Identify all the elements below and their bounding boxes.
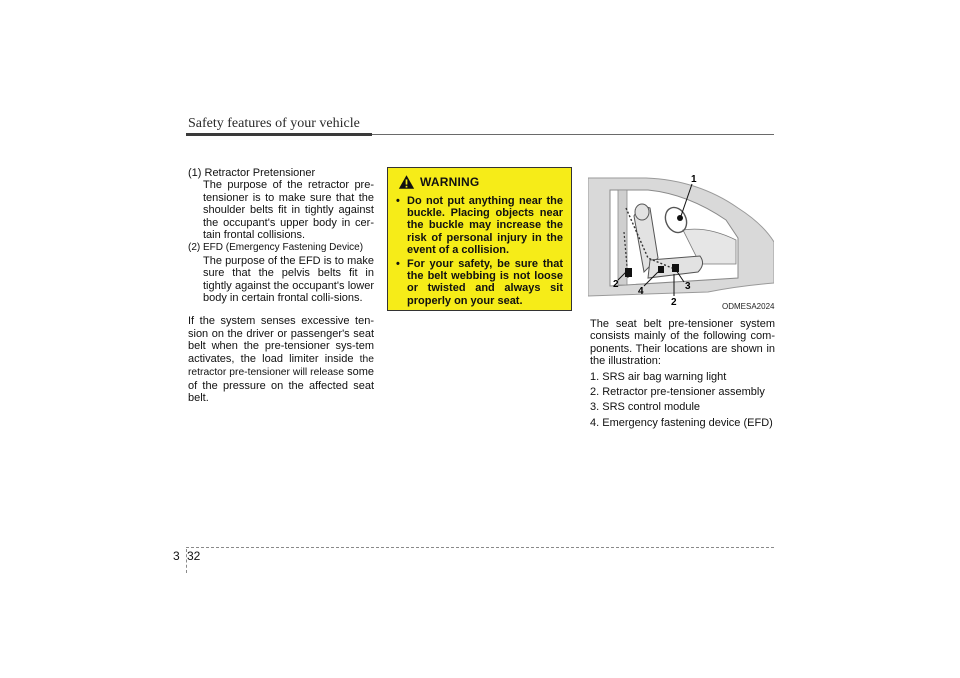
warning-list (396, 195, 563, 307)
page-number: 32 (187, 549, 201, 563)
chapter-number: 3 (173, 549, 180, 563)
warning-item-text: Do not put anything near the buckle. Placing objects near the buckle may increase the risk of personal injury in the event of a collision. (407, 195, 563, 256)
callout-1: 1 (691, 174, 697, 185)
item2-body: The purpose of the EFD is to make sure that the pelvis belts fit in tightly against the occupant's lower body in certain frontal colli-sions. (203, 254, 374, 305)
paragraph-main: If the system senses excessive ten-sion on the driver or passenger's seat belt when the pre-tensioner sys-tem activates, the load limiter inside (188, 315, 374, 365)
components-list (590, 371, 775, 430)
page-header-title: Safety features of your vehicle (188, 116, 360, 131)
illustration-caption: ODMESA2024 (722, 302, 775, 311)
seat-belt-pretensioner-illustration (588, 168, 774, 313)
header-rule-thin (372, 134, 774, 135)
item1-body: The purpose of the retractor pre-tensioner is to make sure that the shoulder belts fit in tightly against the occupant's upper body in cer-tain frontal collisions. (203, 179, 374, 242)
footer-rule (186, 547, 774, 548)
callout-4: 4 (638, 286, 644, 297)
warning-item (396, 195, 563, 256)
component-item: 2. Retractor pre-tensioner assembly (590, 386, 765, 399)
component-item: 3. SRS control module (590, 401, 701, 414)
paragraph-end: some of the pressure on the affected seat belt. (188, 366, 374, 404)
paragraph-small: the retractor pre-tensioner will release (188, 353, 374, 379)
warning-box (387, 167, 572, 311)
load-limiter-paragraph (188, 315, 374, 404)
warning-header (398, 174, 563, 190)
callout-2-left: 2 (613, 279, 619, 290)
left-column (188, 166, 374, 404)
component-item: 1. SRS air bag warning light (590, 370, 727, 383)
car-interior-drawing (588, 168, 774, 313)
warning-bullet: • (396, 258, 400, 271)
header-rule-thick (186, 133, 372, 136)
callout-2-bottom: 2 (671, 297, 677, 308)
item2-title: (2) EFD (Emergency Fastening Device) (188, 242, 364, 254)
warning-title: WARNING (420, 175, 480, 189)
item1-title: (1) Retractor Pretensioner (188, 167, 316, 179)
component-item: 4. Emergency fastening device (EFD) (590, 416, 773, 429)
right-column (590, 318, 775, 429)
warning-triangle-icon (398, 174, 415, 190)
components-intro: The seat belt pre-tensioner system consists mainly of the following com-ponents. Their locations are shown in the illustration: (590, 318, 775, 368)
warning-item-text: For your safety, be sure that the belt webbing is not loose or twisted and always sit properly on your seat. (407, 258, 563, 307)
callout-3: 3 (685, 281, 691, 292)
warning-item (396, 258, 563, 307)
warning-bullet: • (396, 195, 400, 207)
